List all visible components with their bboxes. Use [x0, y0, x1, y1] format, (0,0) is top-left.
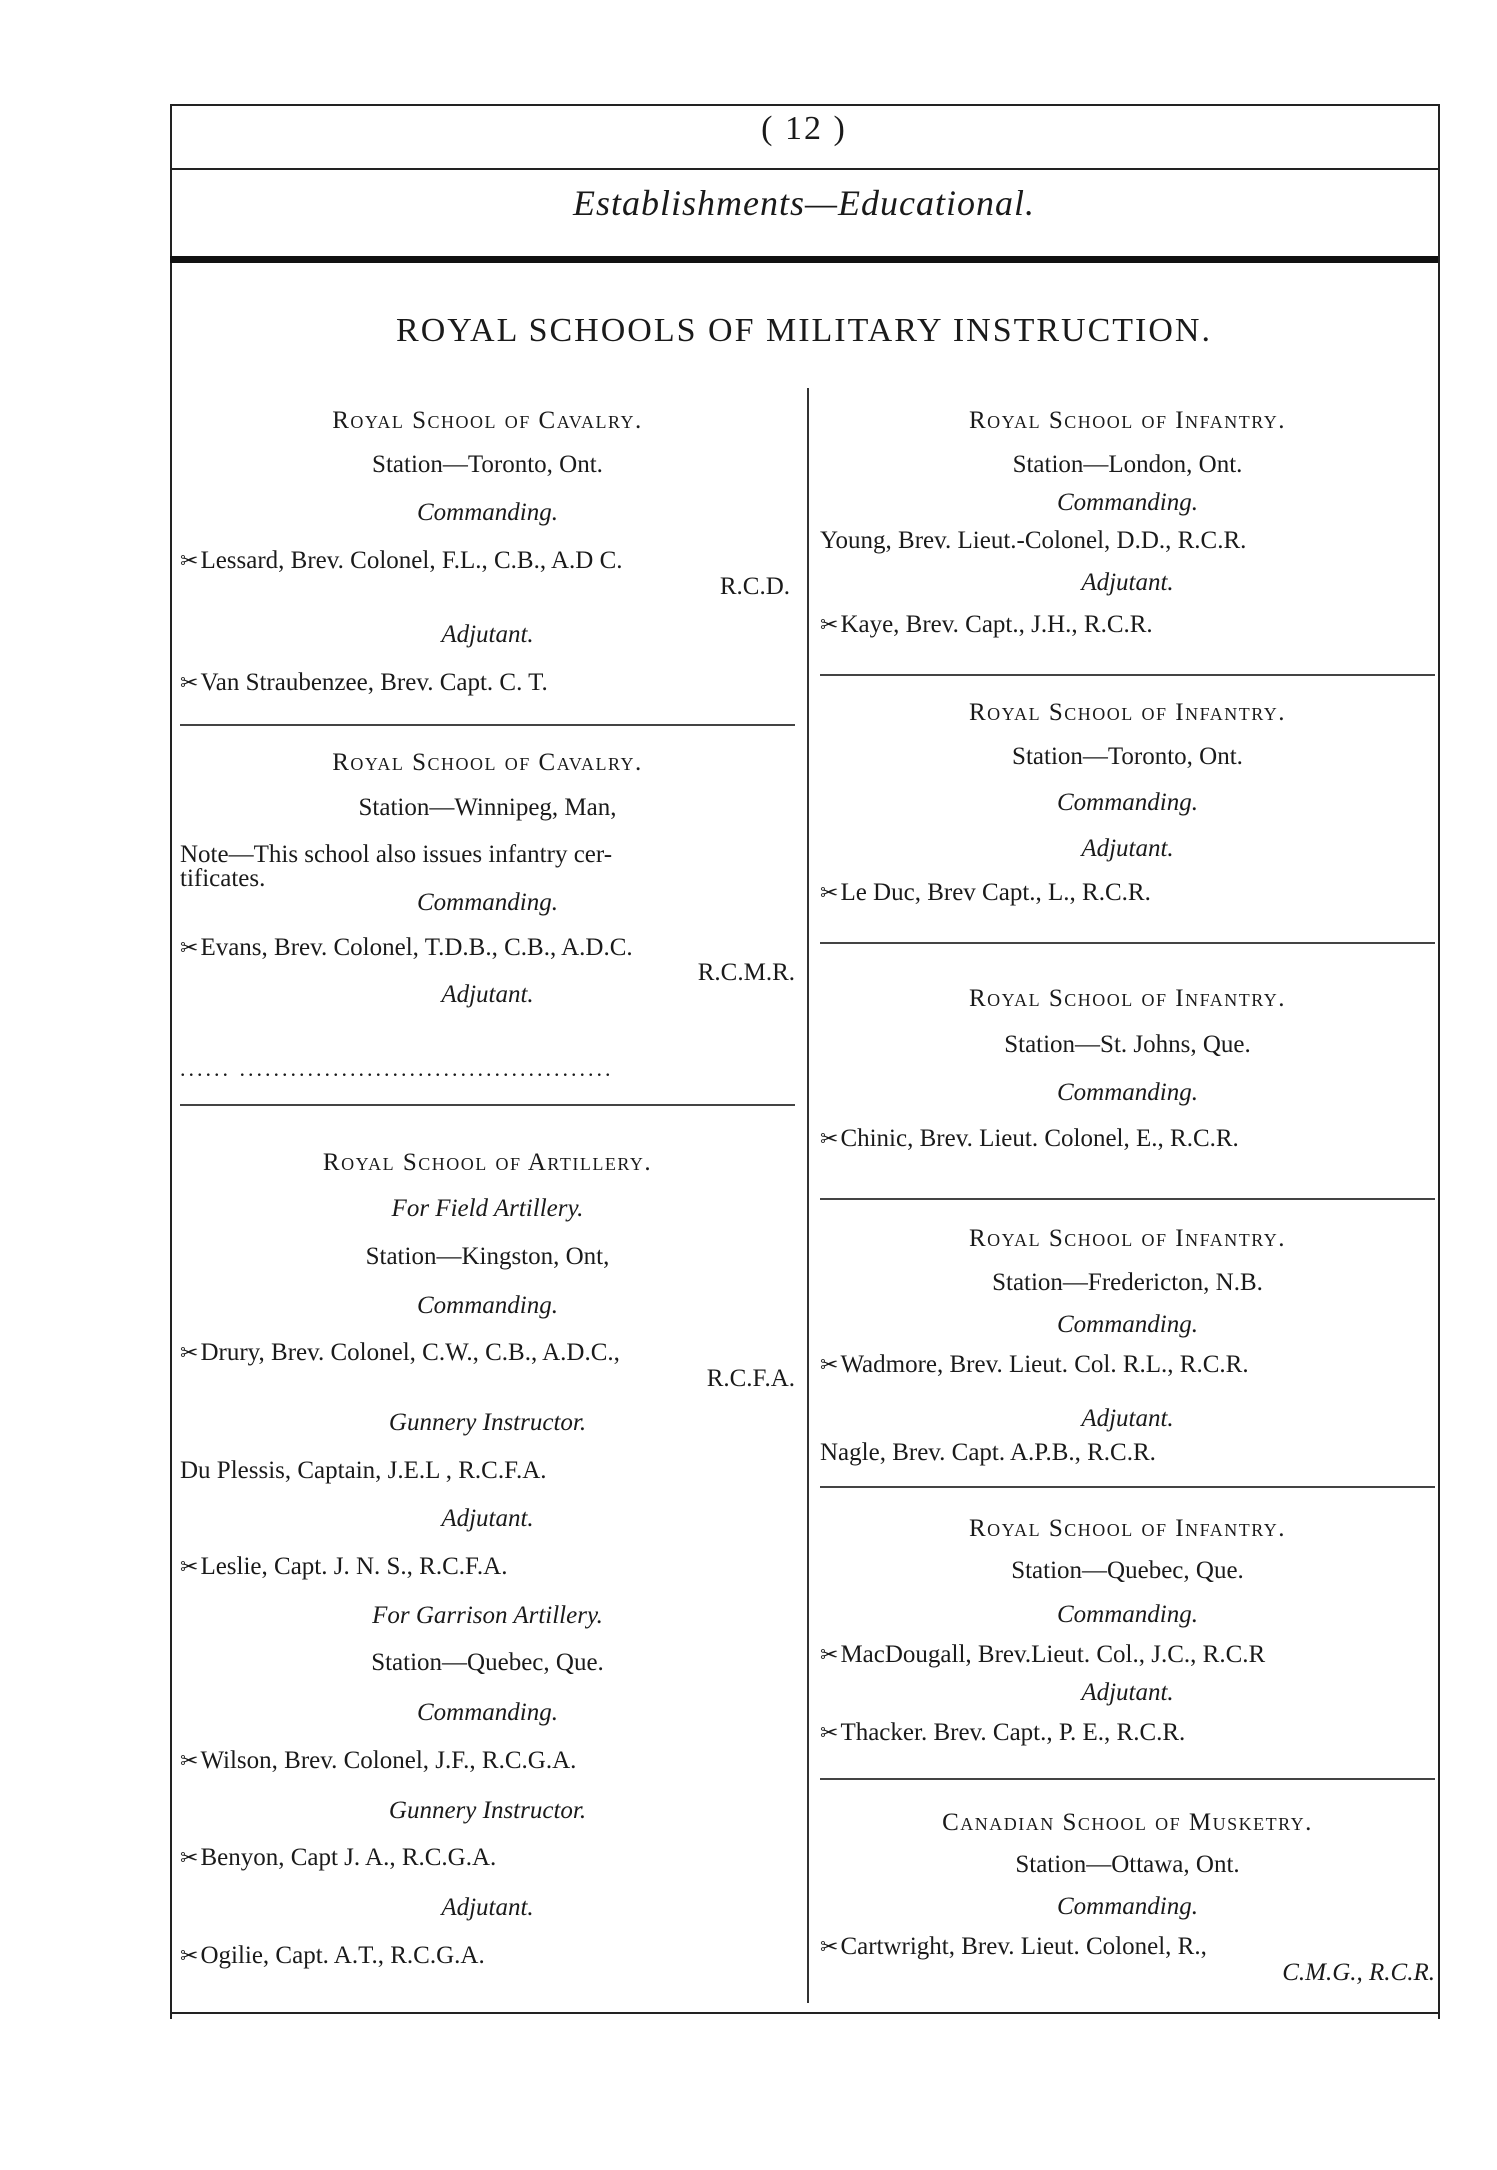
station: Station—Toronto, Ont. — [372, 451, 603, 478]
officer-unit: R.C.F.A. — [706, 1365, 795, 1392]
role-label: Commanding. — [417, 889, 558, 916]
officer-name: Van Straubenzee, Brev. Capt. C. T. — [200, 669, 548, 696]
role-label: Commanding. — [417, 1699, 558, 1726]
station: Station—Winnipeg, Man, — [358, 794, 617, 821]
section-separator — [180, 1104, 795, 1106]
school-title: Royal School of Infantry. — [968, 407, 1287, 434]
section-separator — [180, 724, 795, 726]
officer-name: Wilson, Brev. Colonel, J.F., R.C.G.A. — [200, 1747, 577, 1774]
officer-unit: C.M.G., R.C.R. — [1282, 1959, 1435, 1986]
officer-name: Thacker. Brev. Capt., P. E., R.C.R. — [840, 1719, 1186, 1746]
station: Station—London, Ont. — [1012, 451, 1243, 478]
school-title: Royal School of Infantry. — [968, 1225, 1287, 1252]
school-title: Royal School of Artillery. — [322, 1149, 653, 1176]
scissors-icon: ✂ — [820, 1642, 839, 1667]
role-label: Adjutant. — [441, 981, 534, 1008]
note-text: Note—This school also issues infantry cer- — [180, 841, 613, 868]
station: Station—Ottawa, Ont. — [1015, 1851, 1240, 1878]
role-label: Adjutant. — [1081, 569, 1174, 596]
school-title: Royal School of Infantry. — [968, 1515, 1287, 1542]
role-label: Gunnery Instructor. — [388, 1797, 587, 1824]
officer-name: Ogilie, Capt. A.T., R.C.G.A. — [200, 1942, 485, 1969]
scissors-icon: ✂ — [180, 1554, 199, 1579]
school-title: Royal School of Cavalry. — [332, 407, 643, 434]
scissors-icon: ✂ — [820, 1352, 839, 1377]
role-label: Commanding. — [417, 499, 558, 526]
note-text: tificates. — [180, 865, 266, 892]
role-label: Commanding. — [1057, 789, 1198, 816]
scissors-icon: ✂ — [180, 1748, 199, 1773]
top-rule — [170, 104, 1438, 106]
scissors-icon: ✂ — [820, 612, 839, 637]
scissors-icon: ✂ — [820, 880, 839, 905]
bottom-rule — [170, 2012, 1438, 2014]
school-title: Royal School of Cavalry. — [332, 749, 643, 776]
officer-name: Evans, Brev. Colonel, T.D.B., C.B., A.D.C. — [200, 934, 633, 961]
section-separator — [820, 942, 1435, 944]
officer-name: Wadmore, Brev. Lieut. Col. R.L., R.C.R. — [840, 1351, 1249, 1378]
scissors-icon: ✂ — [180, 1340, 199, 1365]
station: Station—Fredericton, N.B. — [992, 1269, 1263, 1296]
officer-name: Benyon, Capt J. A., R.C.G.A. — [200, 1844, 497, 1871]
station: Station—Toronto, Ont. — [1012, 743, 1243, 770]
scissors-icon: ✂ — [820, 1934, 839, 1959]
role-label: Adjutant. — [1081, 1679, 1174, 1706]
role-label: Adjutant. — [441, 621, 534, 648]
role-label: Commanding. — [417, 1292, 558, 1319]
page-title: ROYAL SCHOOLS OF MILITARY INSTRUCTION. — [396, 312, 1212, 349]
subheading: For Field Artillery. — [391, 1195, 584, 1222]
scissors-icon: ✂ — [180, 935, 199, 960]
role-label: Commanding. — [1057, 489, 1198, 516]
role-label: Gunnery Instructor. — [388, 1409, 587, 1436]
column-divider — [807, 388, 809, 2003]
role-label: Adjutant. — [441, 1894, 534, 1921]
officer-name: Le Duc, Brev Capt., L., R.C.R. — [840, 879, 1151, 906]
scissors-icon: ✂ — [180, 1845, 199, 1870]
section-separator — [820, 1778, 1435, 1780]
scissors-icon: ✂ — [180, 670, 199, 695]
role-label: Commanding. — [1057, 1893, 1198, 1920]
officer-name: Drury, Brev. Colonel, C.W., C.B., A.D.C., — [200, 1339, 620, 1366]
header-rule — [170, 168, 1438, 170]
section-separator — [820, 1198, 1435, 1200]
scissors-icon: ✂ — [180, 1943, 199, 1968]
school-title: Royal School of Infantry. — [968, 985, 1287, 1012]
section-heading: Establishments—Educational. — [573, 183, 1035, 223]
role-label: Adjutant. — [1081, 1405, 1174, 1432]
officer-name: Lessard, Brev. Colonel, F.L., C.B., A.D C. — [200, 547, 623, 574]
thick-rule — [170, 256, 1438, 263]
scissors-icon: ✂ — [180, 548, 199, 573]
role-label: Commanding. — [1057, 1601, 1198, 1628]
officer-name: Young, Brev. Lieut.-Colonel, D.D., R.C.R. — [820, 527, 1247, 554]
officer-name: Leslie, Capt. J. N. S., R.C.F.A. — [200, 1553, 508, 1580]
section-separator — [820, 674, 1435, 676]
officer-name: MacDougall, Brev.Lieut. Col., J.C., R.C.R — [840, 1641, 1266, 1668]
page-number: ( 12 ) — [761, 110, 847, 147]
scissors-icon: ✂ — [820, 1720, 839, 1745]
school-title: Canadian School of Musketry. — [942, 1809, 1313, 1836]
officer-name: Du Plessis, Captain, J.E.L , R.C.F.A. — [180, 1457, 547, 1484]
school-title: Royal School of Infantry. — [968, 699, 1287, 726]
officer-name: Chinic, Brev. Lieut. Colonel, E., R.C.R. — [840, 1125, 1239, 1152]
role-label: Commanding. — [1057, 1311, 1198, 1338]
role-label: Adjutant. — [441, 1505, 534, 1532]
officer-name: Cartwright, Brev. Lieut. Colonel, R., — [840, 1933, 1207, 1960]
station: Station—St. Johns, Que. — [1004, 1031, 1251, 1058]
role-label: Commanding. — [1057, 1079, 1198, 1106]
station: Station—Quebec, Que. — [1011, 1557, 1244, 1584]
dotted-leader: ...... ............................................ — [180, 1056, 614, 1081]
section-separator — [820, 1486, 1435, 1488]
officer-unit: R.C.D. — [719, 573, 790, 600]
station: Station—Kingston, Ont, — [365, 1243, 610, 1270]
role-label: Adjutant. — [1081, 835, 1174, 862]
scissors-icon: ✂ — [820, 1126, 839, 1151]
officer-name: Nagle, Brev. Capt. A.P.B., R.C.R. — [820, 1439, 1156, 1466]
subheading: For Garrison Artillery. — [372, 1602, 603, 1629]
officer-unit: R.C.M.R. — [697, 959, 795, 986]
officer-name: Kaye, Brev. Capt., J.H., R.C.R. — [840, 611, 1153, 638]
station: Station—Quebec, Que. — [371, 1649, 604, 1676]
